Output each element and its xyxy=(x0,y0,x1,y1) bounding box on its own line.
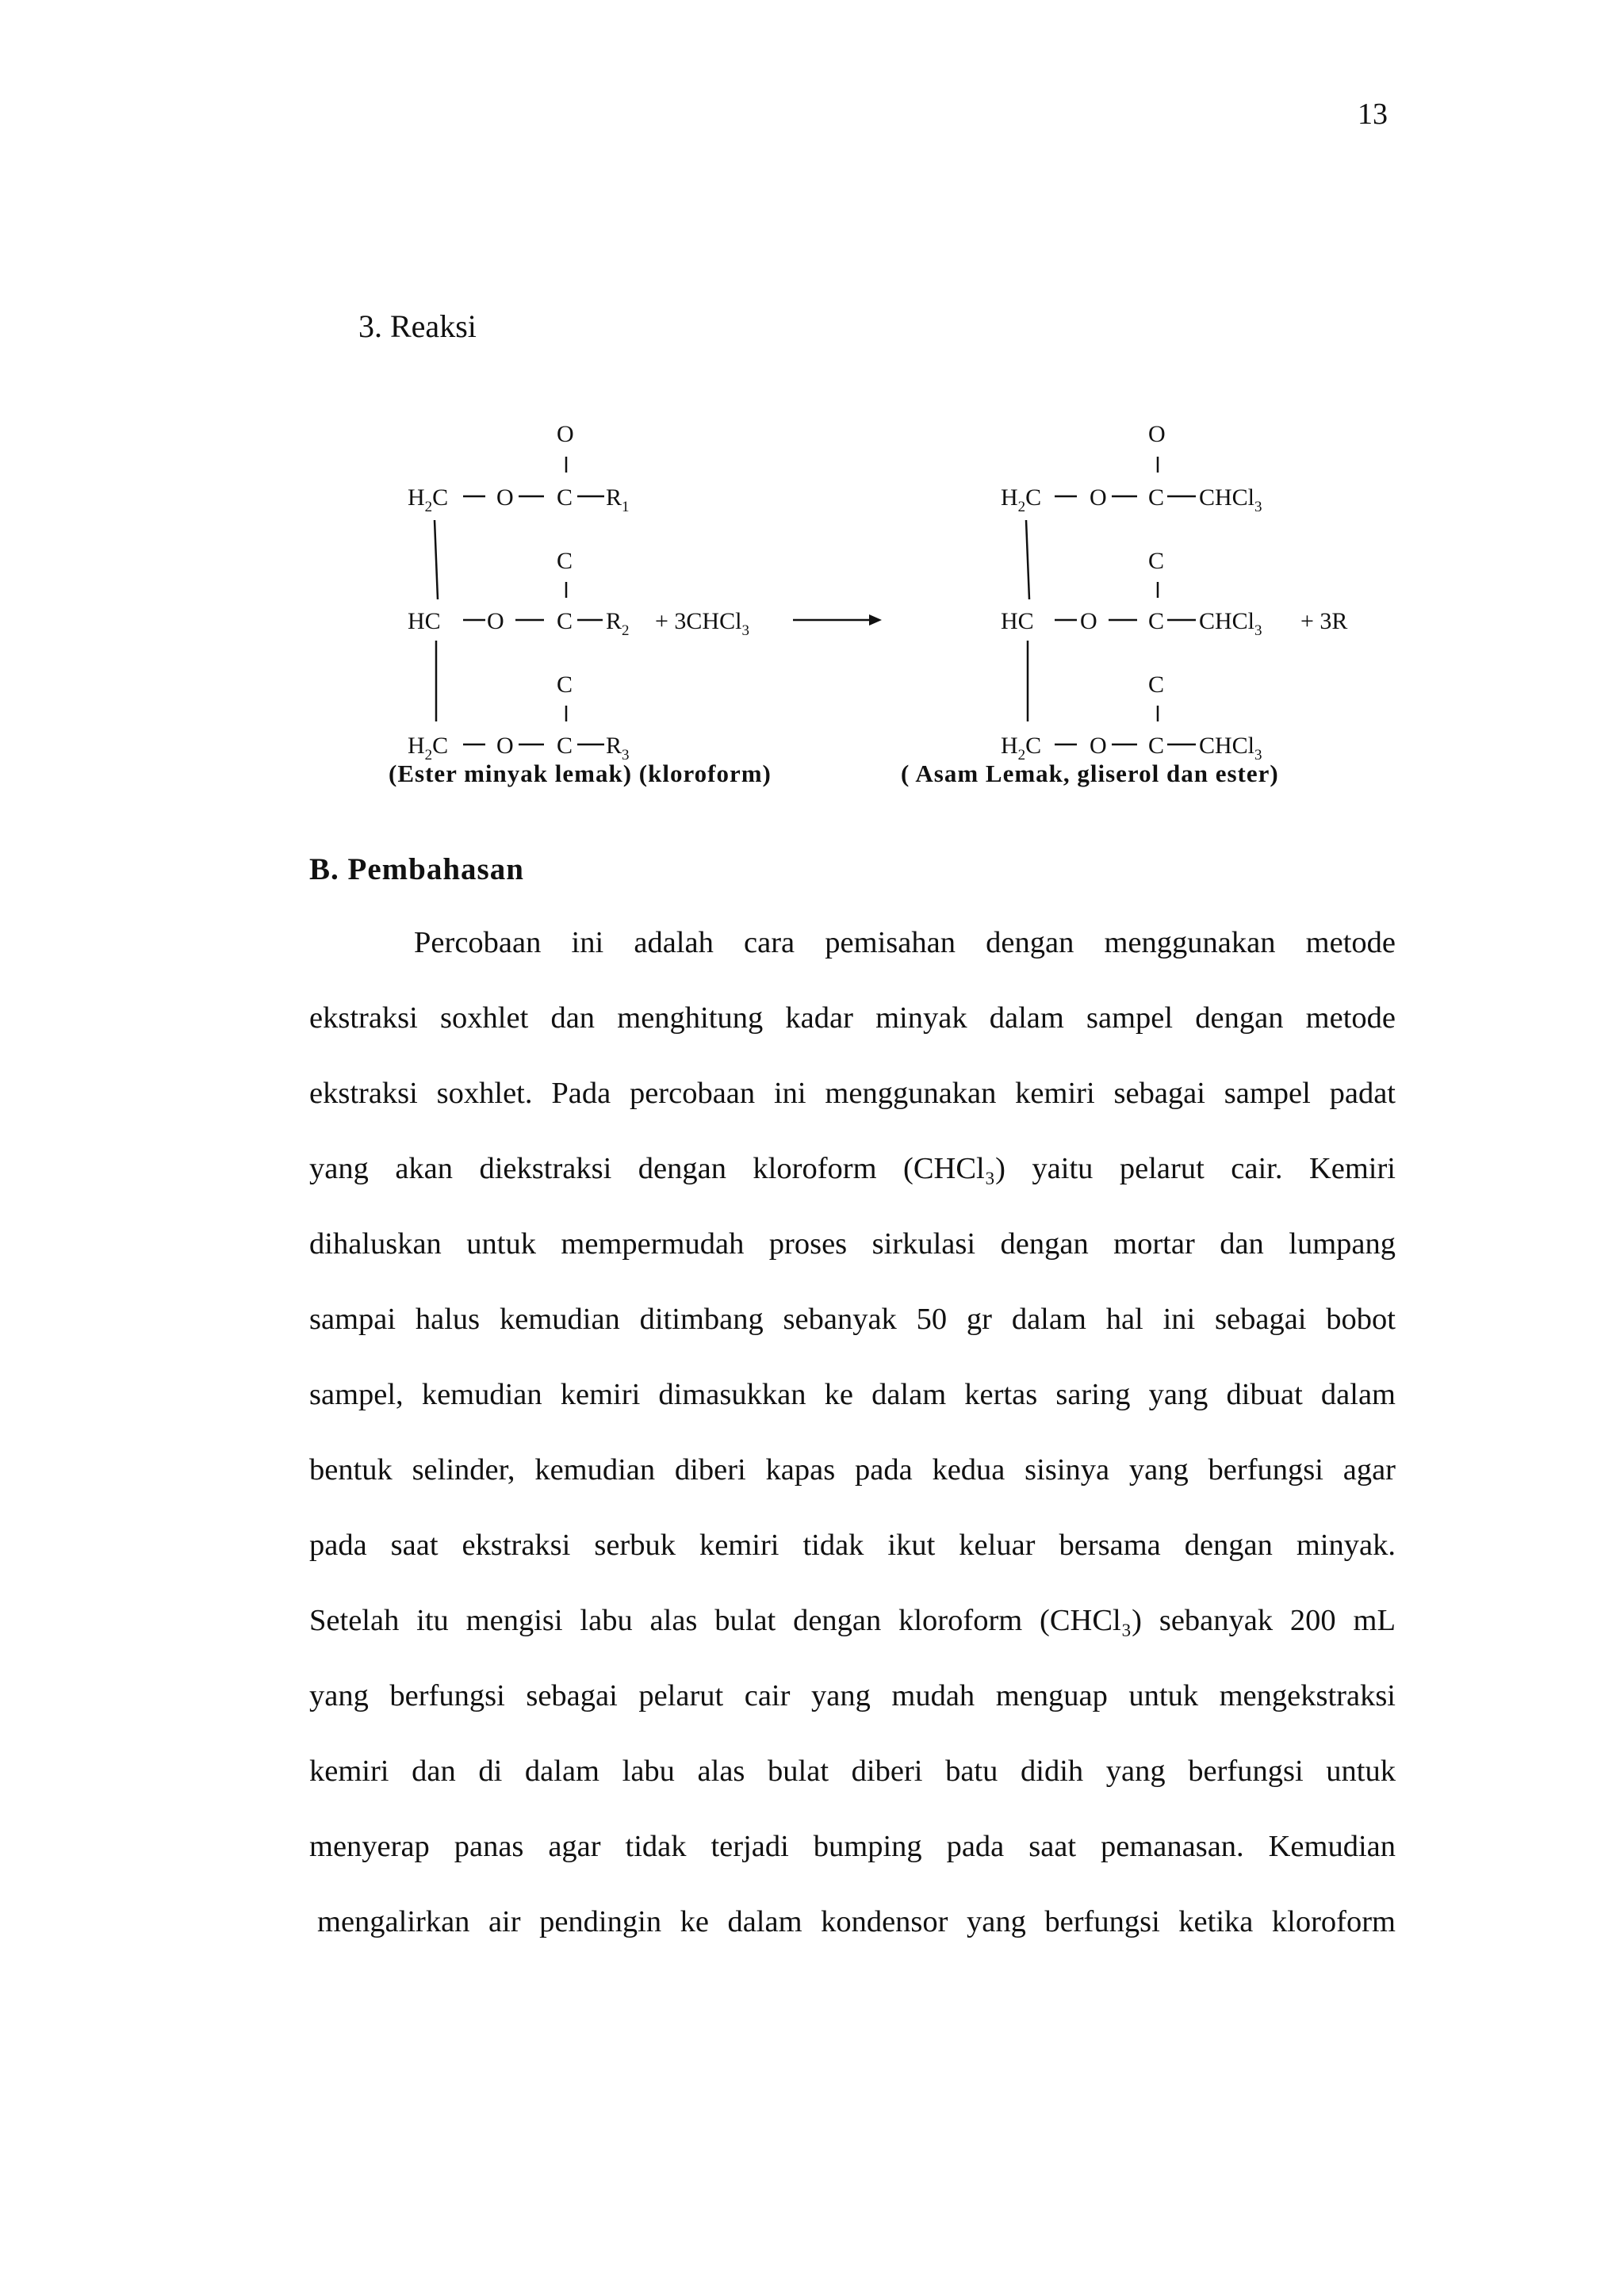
right-row1-h2c: $H_2C$ xyxy=(1001,484,1042,515)
paragraph-line: ekstraksi soxhlet dan menghitung kadar minyak dalam sampel dengan metode xyxy=(309,1001,1396,1035)
left-row1-o: O xyxy=(496,484,514,511)
right-row3-chcl3: CHCl$_3$ xyxy=(1199,733,1262,763)
left-row3-h2c: $H_2C$ xyxy=(408,733,449,763)
right-row1-o: O xyxy=(1090,484,1107,511)
left-row2-c: C xyxy=(557,608,573,634)
paragraph-line: bentuk selinder, kemudian diberi kapas pada kedua sisinya yang berfungsi agar xyxy=(309,1453,1396,1487)
paragraph-line: ekstraksi soxhlet. Pada percobaan ini menggunakan kemiri sebagai sampel padat xyxy=(309,1077,1396,1110)
left-row2-hc: HC xyxy=(408,608,441,634)
left-bot-c: C xyxy=(557,672,573,698)
section-title: B. Pembahasan xyxy=(309,852,524,886)
right-row2-chcl3: CHCl$_3$ xyxy=(1199,608,1262,639)
ester-structure xyxy=(389,421,772,787)
right-row2-c: C xyxy=(1148,608,1165,634)
right-row3-o: O xyxy=(1090,733,1107,759)
reaction-arrow xyxy=(793,614,882,626)
paragraph-line: sampel, kemudian kemiri dimasukkan ke dalam kertas saring yang dibuat dalam xyxy=(309,1378,1396,1411)
left-row2-r2: $R_2$ xyxy=(606,608,630,639)
paragraph-line: Percobaan ini adalah cara pemisahan dengan menggunakan metode xyxy=(414,926,1396,959)
paragraph-line: pada saat ekstraksi serbuk kemiri tidak ikut keluar bersama dengan minyak. xyxy=(309,1529,1396,1562)
right-mid-c: C xyxy=(1148,548,1165,574)
paragraph-line: yang akan diekstraksi dengan kloroform (CHCl₃) yaitu pelarut cair. Kemiri xyxy=(309,1152,1396,1185)
right-row1-c: C xyxy=(1148,484,1165,511)
left-row3-o: O xyxy=(496,733,514,759)
paragraph-line: mengalirkan air pendingin ke dalam kondensor yang berfungsi ketika kloroform xyxy=(317,1905,1396,1938)
left-carbonyl-o-top: O xyxy=(557,421,574,447)
left-row1-r1: $R_1$ xyxy=(606,484,630,515)
left-row1-h2c: $H_2C$ xyxy=(408,484,449,515)
reaction-heading: 3. Reaksi xyxy=(358,308,477,344)
paragraph-line: dihaluskan untuk mempermudah proses sirkulasi dengan mortar dan lumpang xyxy=(309,1227,1396,1261)
right-caption: ( Asam Lemak, gliserol dan ester) xyxy=(901,760,1279,787)
page-number: 13 xyxy=(1358,98,1388,131)
left-vertical-bond-1 xyxy=(435,520,438,599)
right-carbonyl-o-top: O xyxy=(1148,421,1166,447)
product-structure xyxy=(901,421,1279,787)
left-row1-c: C xyxy=(557,484,573,511)
right-row1-chcl3: CHCl$_3$ xyxy=(1199,484,1262,515)
paragraph-line: sampai halus kemudian ditimbang sebanyak 50 gr dalam hal ini sebagai bobot xyxy=(309,1303,1396,1336)
right-row2-hc: HC xyxy=(1001,608,1034,634)
reagent-chloroform: + 3CHCl$_3$ xyxy=(655,608,749,639)
paragraph-line: yang berfungsi sebagai pelarut cair yang mudah menguap untuk mengekstraksi xyxy=(309,1679,1396,1712)
paragraph-line: menyerap panas agar tidak terjadi bumping pada saat pemanasan. Kemudian xyxy=(309,1830,1396,1863)
left-row3-c: C xyxy=(557,733,573,759)
left-caption: (Ester minyak lemak) (kloroform) xyxy=(389,760,772,787)
reaction-equation xyxy=(0,0,1624,832)
paragraph-line: kemiri dan di dalam labu alas bulat diberi batu didih yang berfungsi untuk xyxy=(309,1755,1396,1788)
left-row3-r3: $R_3$ xyxy=(606,733,630,763)
left-mid-c: C xyxy=(557,548,573,574)
right-row2-o: O xyxy=(1080,608,1097,634)
right-row3-h2c: $H_2C$ xyxy=(1001,733,1042,763)
left-row2-o: O xyxy=(487,608,504,634)
product-plus-3r: + 3R xyxy=(1300,608,1348,634)
right-row3-c: C xyxy=(1148,733,1165,759)
paragraph-line: Setelah itu mengisi labu alas bulat dengan kloroform (CHCl₃) sebanyak 200 mL xyxy=(309,1604,1396,1637)
right-bot-c: C xyxy=(1148,672,1165,698)
